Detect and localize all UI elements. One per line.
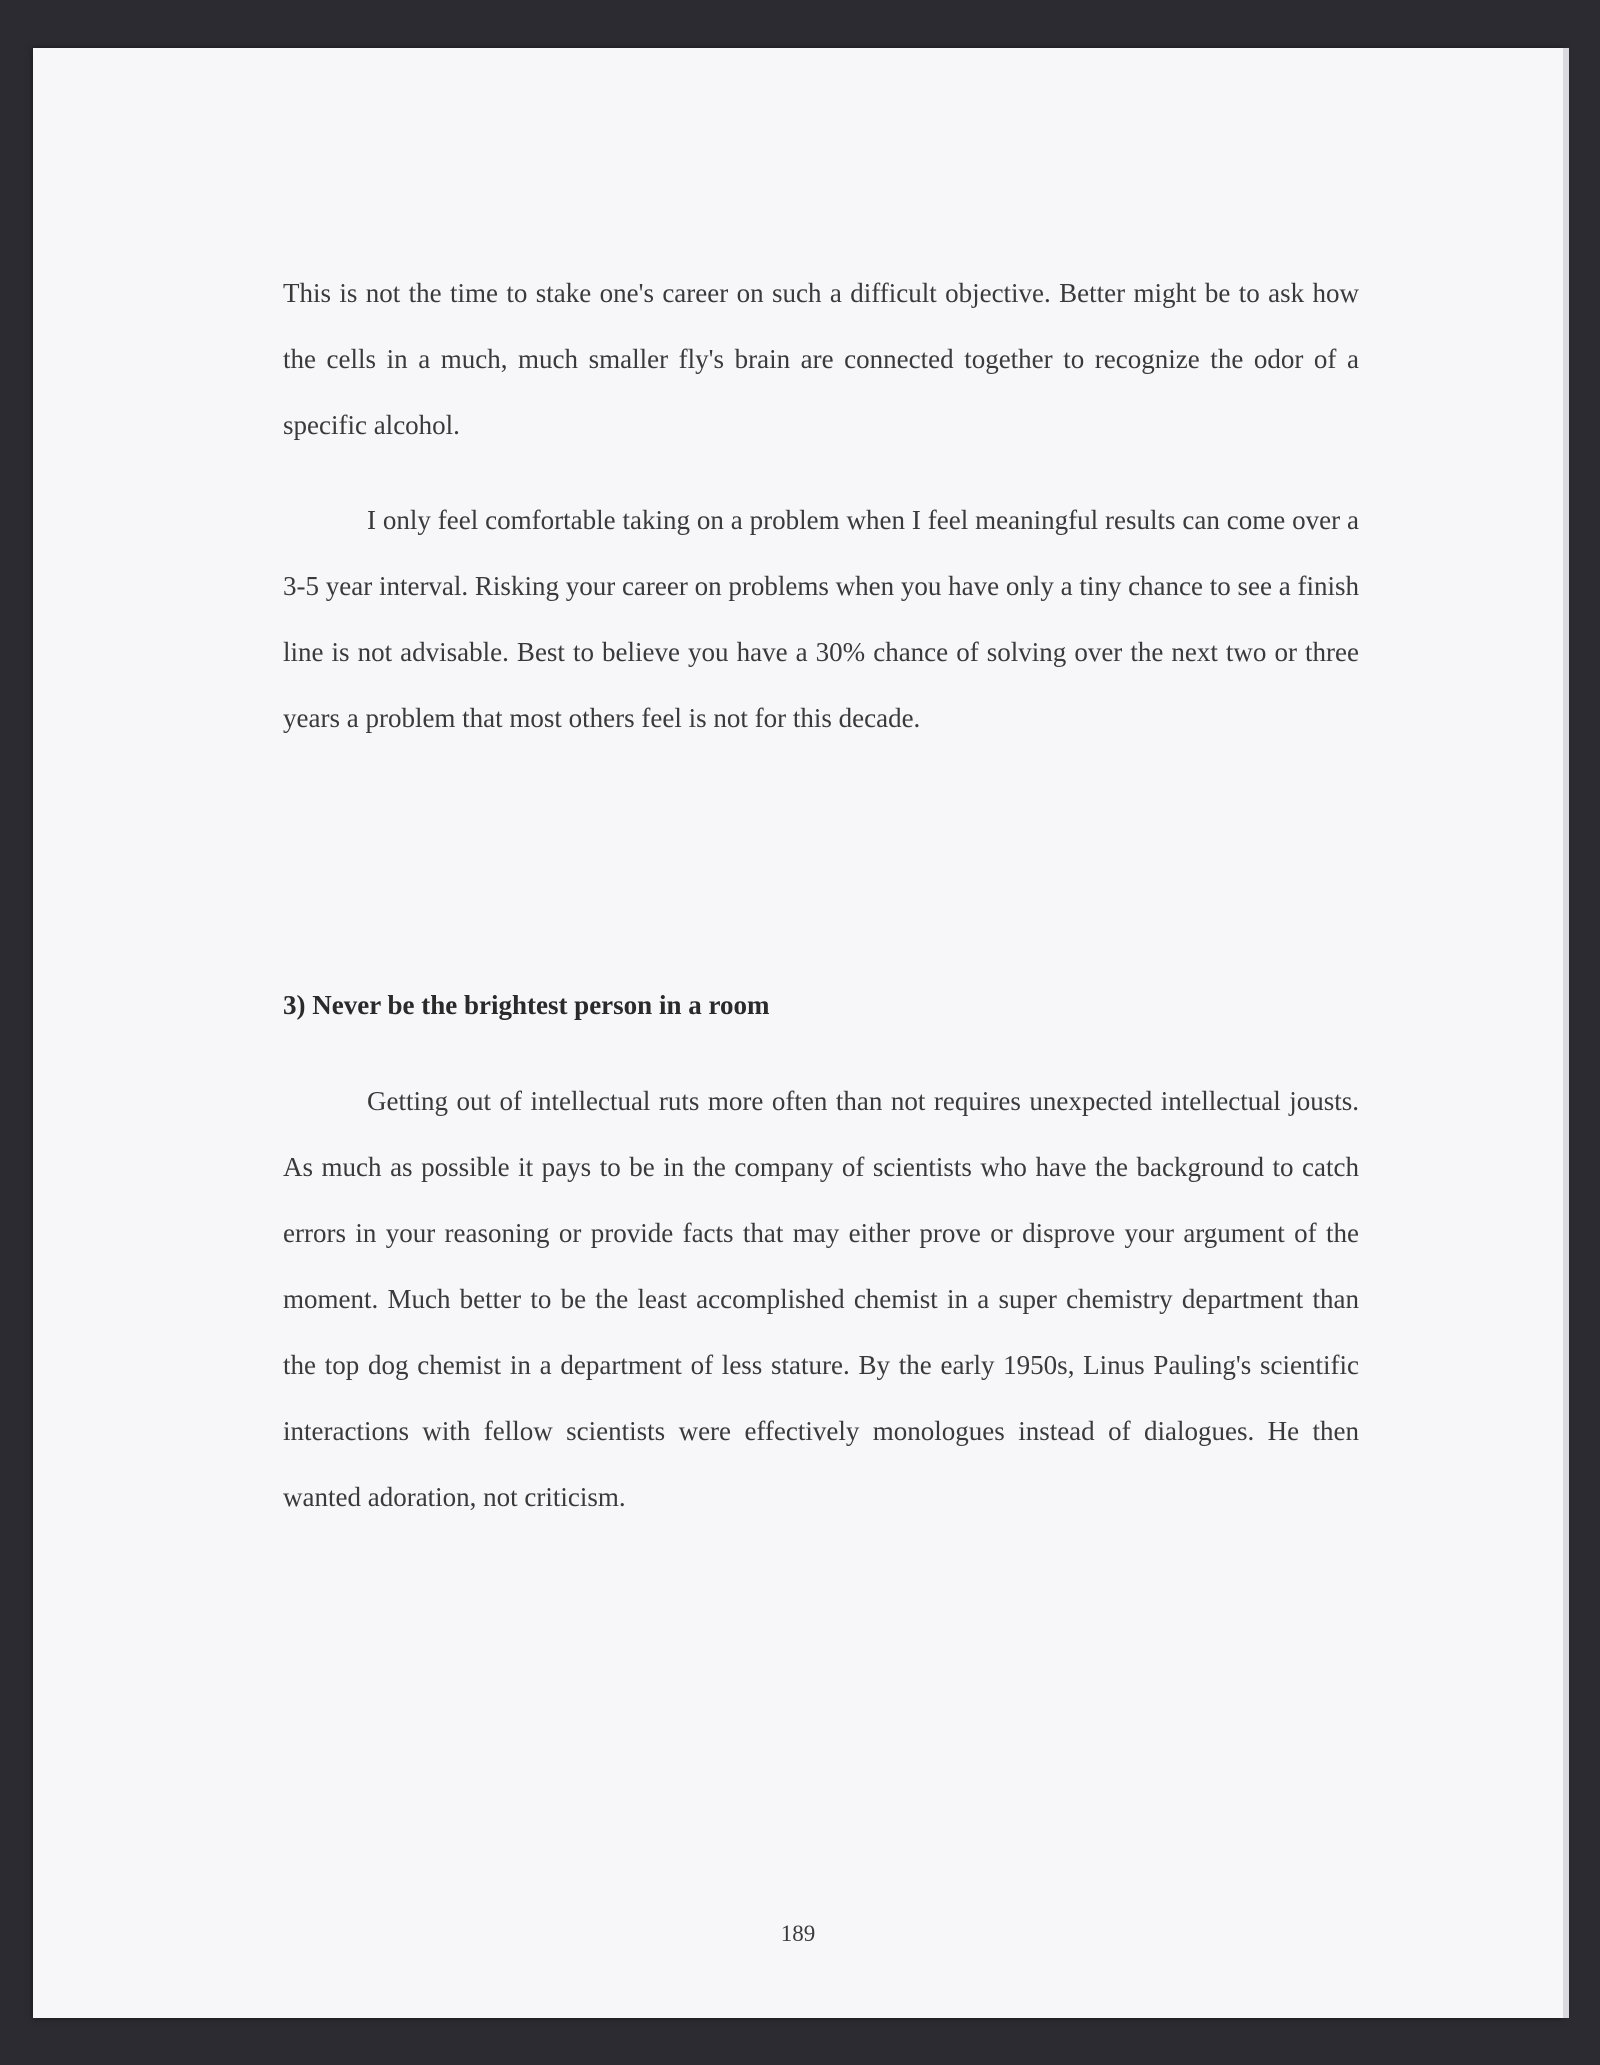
paragraph-career-objective: This is not the time to stake one's career on such a difficult objective. Better might be to ask how the cells in a much, much smaller fly's brain are connected together to recognize the odor of a specific alcohol. xyxy=(283,278,1359,440)
page-edge xyxy=(1563,48,1569,2018)
page-number: 189 xyxy=(780,1921,816,1946)
document-page xyxy=(33,48,1563,2018)
paragraph-problem-interval: I only feel comfortable taking on a problem when I feel meaningful results can come over a 3-5 year interval. Risking your career on problems when you have only a tiny chance to see a finish line is not advisable. Best to believe you have a 30% chance of solving over the next two or three years a problem that most others feel is not for this decade. xyxy=(283,505,1359,733)
section-heading: 3) Never be the brightest person in a room xyxy=(283,990,770,1020)
paragraph-intellectual-ruts: Getting out of intellectual ruts more often than not requires unexpected intellectual jousts. As much as possible it pays to be in the company of scientists who have the background to catch errors in your reasoning or provide facts that may either prove or disprove your argument of the moment. Much better to be the least accomplished chemist in a super chemistry department than the top dog chemist in a department of less stature. By the early 1950s, Linus Pauling's scientific interactions with fellow scientists were effectively monologues instead of dialogues. He then wanted adoration, not criticism. xyxy=(283,1086,1359,1512)
